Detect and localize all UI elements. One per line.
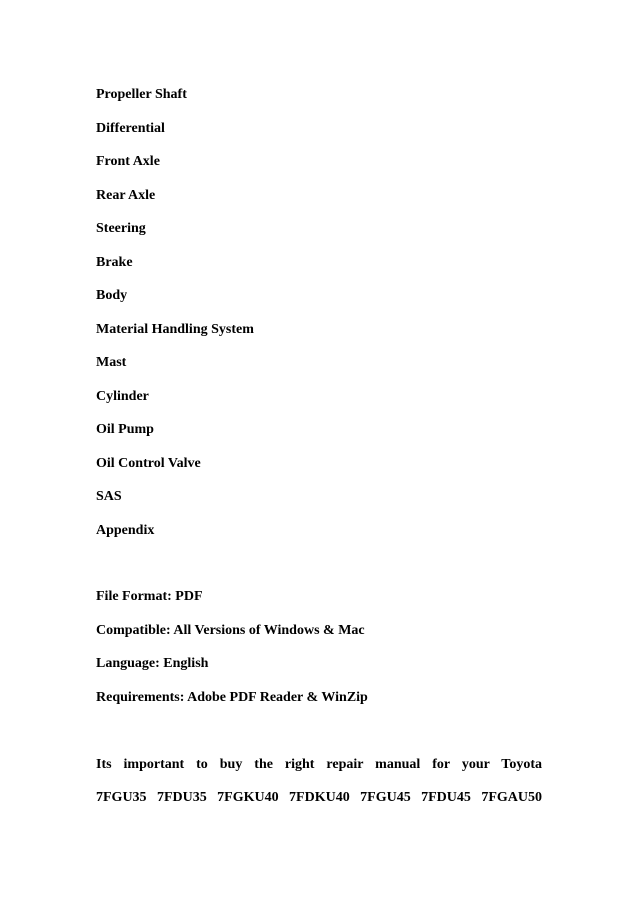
section-item-cylinder: Cylinder [96,389,149,404]
paragraph-line-1: Its important to buy the right repair manual for your Toyota [96,757,542,772]
section-item-oil-pump: Oil Pump [96,422,154,437]
section-item-body: Body [96,288,128,303]
section-item-oil-control-valve: Oil Control Valve [96,456,201,471]
section-item-rear-axle: Rear Axle [96,188,156,203]
section-item-steering: Steering [96,221,146,236]
language-line: Language: English [96,656,209,671]
section-item-sas: SAS [96,489,122,504]
section-item-propeller-shaft: Propeller Shaft [96,87,187,102]
section-item-differential: Differential [96,121,165,136]
section-item-mast: Mast [96,355,127,370]
paragraph-line-2: 7FGU35 7FDU35 7FGKU40 7FDKU40 7FGU45 7FDU45 7FGAU50 [96,790,542,805]
file-format-line: File Format: PDF [96,589,203,604]
section-item-brake: Brake [96,255,133,270]
section-item-appendix: Appendix [96,523,155,538]
compatible-line: Compatible: All Versions of Windows & Mac [96,623,365,638]
section-item-material-handling-system: Material Handling System [96,322,254,337]
section-item-front-axle: Front Axle [96,154,160,169]
requirements-line: Requirements: Adobe PDF Reader & WinZip [96,690,368,705]
